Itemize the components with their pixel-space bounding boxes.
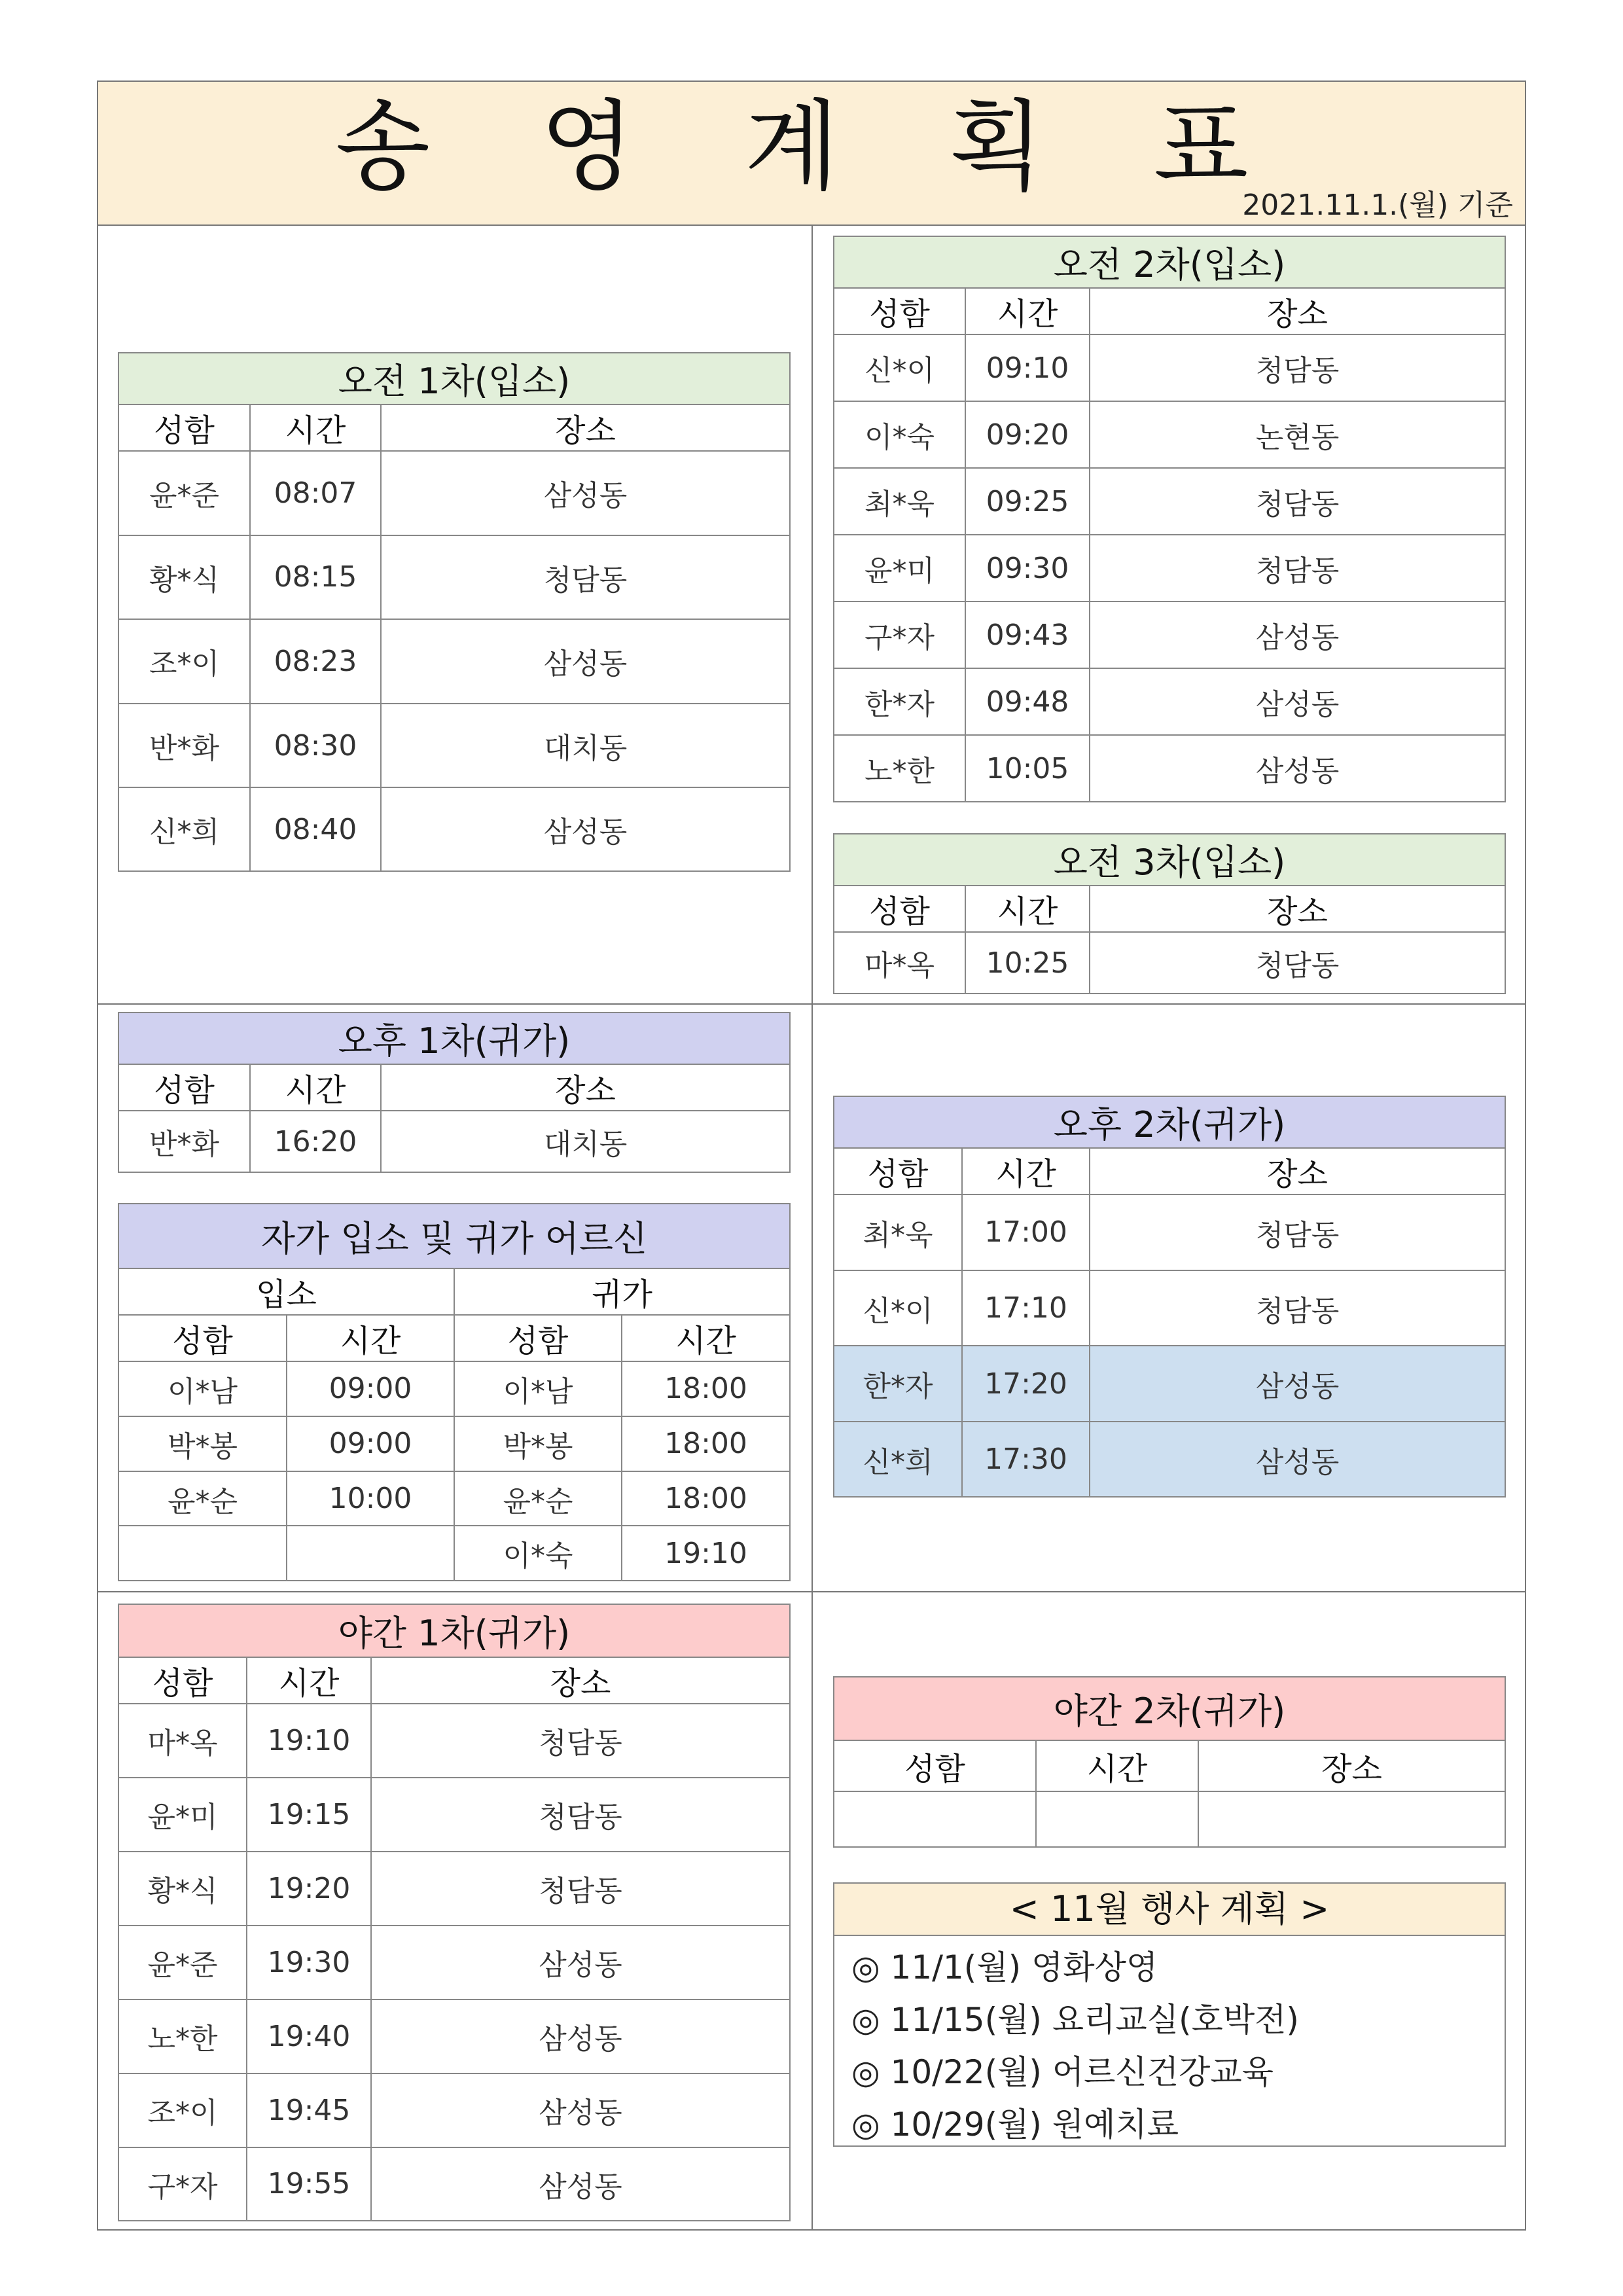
col-time-header: 시간 [965,288,1090,334]
table-row: 황*식 08:15 청담동 [119,535,789,620]
event-item: ◎ 11/1(월) 영화상영 [851,1948,1158,1986]
pm2-table [833,1096,1506,1498]
col-name-header: 성함 [834,1740,1036,1791]
table-row: 마*옥 10:25 청담동 [834,932,1505,993]
col-time-header: 시간 [287,1315,454,1361]
events-title: < 11월 행사 계획 > [834,1884,1505,1936]
row-divider-1 [98,1003,1525,1005]
pm1-title: 오후 1차(귀가) [119,1013,789,1064]
table-row: 황*식 19:20 청담동 [119,1852,789,1926]
col-time-header: 시간 [250,404,381,451]
table-row: 조*이 08:23 삼성동 [119,619,789,704]
table-row: 신*이 09:10 청담동 [834,334,1505,401]
table-row: 조*이 19:45 삼성동 [119,2073,789,2147]
event-item: ◎ 10/29(월) 원예치료 [851,2106,1179,2144]
pm1-table [118,1012,791,1173]
col-name-header: 성함 [119,404,250,451]
table-row: 반*화 16:20 대치동 [119,1111,789,1172]
table-row: 이*숙 09:20 논현동 [834,401,1505,468]
am1-title: 오전 1차(입소) [119,353,789,404]
col-name-header: 성함 [119,1064,250,1111]
am3-title: 오전 3차(입소) [834,834,1505,886]
ev1-title: 야간 1차(귀가) [119,1605,789,1657]
center-divider [812,226,813,2229]
event-item: ◎ 10/22(월) 어르신건강교육 [851,2053,1274,2091]
table-row: 반*화 08:30 대치동 [119,704,789,788]
table-row: 윤*준 08:07 삼성동 [119,451,789,535]
table-row: 윤*미 09:30 청담동 [834,535,1505,601]
table-row: 구*자 09:43 삼성동 [834,601,1505,668]
col-place-header: 장소 [381,1064,789,1111]
ev1-table [118,1604,791,2221]
col-name-header: 성함 [454,1315,622,1361]
table-row: 신*희 08:40 삼성동 [119,787,789,870]
empty-row [834,1791,1505,1846]
table-row: 노*한 10:05 삼성동 [834,735,1505,801]
table-row: 윤*미 19:15 청담동 [119,1778,789,1852]
row-divider-2 [98,1591,1525,1592]
table-row: 최*욱 17:00 청담동 [834,1194,1505,1270]
col-place-header: 장소 [1090,886,1505,932]
col-time-header: 시간 [965,886,1090,932]
event-item: ◎ 11/15(월) 요리교실(호박전) [851,2001,1299,2039]
table-row: 박*봉 09:00 박*봉 18:00 [119,1416,789,1471]
col-name-header: 성함 [834,1148,962,1194]
table-row-highlighted: 한*자 17:20 삼성동 [834,1346,1505,1422]
ev2-title: 야간 2차(귀가) [834,1677,1505,1740]
am1-table [118,352,791,872]
table-row: 노*한 19:40 삼성동 [119,2000,789,2073]
col-time-header: 시간 [622,1315,789,1361]
self-title: 자가 입소 및 귀가 어르신 [119,1204,789,1268]
col-place-header: 장소 [1198,1740,1505,1791]
table-row: 윤*순 10:00 윤*순 18:00 [119,1471,789,1526]
col-name-header: 성함 [834,288,965,334]
col-name-header: 성함 [119,1657,247,1704]
col-name-header: 성함 [834,886,965,932]
table-row-highlighted: 신*희 17:30 삼성동 [834,1422,1505,1496]
title-bar [98,82,1525,226]
self-in-header: 입소 [119,1268,454,1315]
self-out-header: 귀가 [454,1268,789,1315]
events-list [834,1936,1505,2151]
table-row: 이*숙 19:10 [119,1526,789,1580]
page-title: 송 영 계 획 표 [335,90,1288,204]
col-place-header: 장소 [371,1657,789,1704]
col-time-header: 시간 [962,1148,1090,1194]
table-row: 최*욱 09:25 청담동 [834,468,1505,535]
events-box [833,1882,1506,2147]
col-time-header: 시간 [1036,1740,1198,1791]
col-name-header: 성함 [119,1315,287,1361]
col-time-header: 시간 [247,1657,371,1704]
table-row: 윤*준 19:30 삼성동 [119,1926,789,2000]
am2-table [833,236,1506,802]
table-row: 신*이 17:10 청담동 [834,1270,1505,1346]
table-row: 이*남 09:00 이*남 18:00 [119,1361,789,1416]
col-place-header: 장소 [1090,288,1505,334]
table-row: 마*옥 19:10 청담동 [119,1704,789,1778]
table-row: 구*자 19:55 삼성동 [119,2147,789,2220]
pm2-title: 오후 2차(귀가) [834,1097,1505,1148]
date-label: 2021.11.1.(월) 기준 [1242,188,1513,222]
ev2-table [833,1676,1506,1848]
self-table [118,1203,791,1581]
am2-title: 오전 2차(입소) [834,237,1505,288]
am3-table [833,833,1506,994]
col-time-header: 시간 [250,1064,381,1111]
col-place-header: 장소 [1090,1148,1505,1194]
col-place-header: 장소 [381,404,789,451]
table-row: 한*자 09:48 삼성동 [834,668,1505,735]
